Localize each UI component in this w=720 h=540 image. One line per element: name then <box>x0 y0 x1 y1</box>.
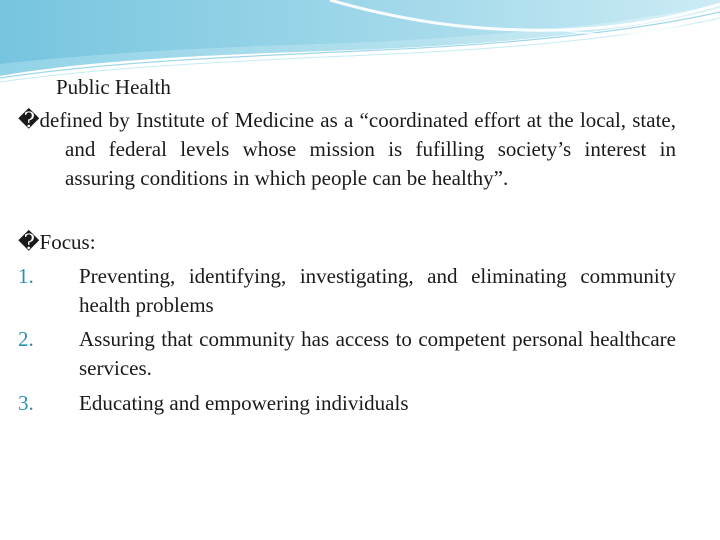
bullet-marker-icon: � <box>18 230 40 254</box>
bullet-focus <box>18 228 676 257</box>
list-number: 3. <box>18 391 34 415</box>
bullet-focus-text: Focus: <box>39 230 96 254</box>
list-item: Educating and empowering individuals <box>79 391 409 415</box>
bullet-marker-icon: � <box>18 108 40 132</box>
bullet-definition <box>18 106 676 193</box>
list-item: Preventing, identifying, investigating, and eliminating community health problems <box>79 264 676 317</box>
list-number: 2. <box>18 327 34 351</box>
slide-title: Public Health <box>56 75 171 99</box>
bullet-definition-text: defined by Institute of Medicine as a “coordinated effort at the local, state, and federal levels whose mission is fufilling society’s interest in assuring conditions in which people can be healthy”. <box>39 108 676 190</box>
list-number: 1. <box>18 264 34 288</box>
list-item: Assuring that community has access to competent personal healthcare services. <box>79 327 676 380</box>
